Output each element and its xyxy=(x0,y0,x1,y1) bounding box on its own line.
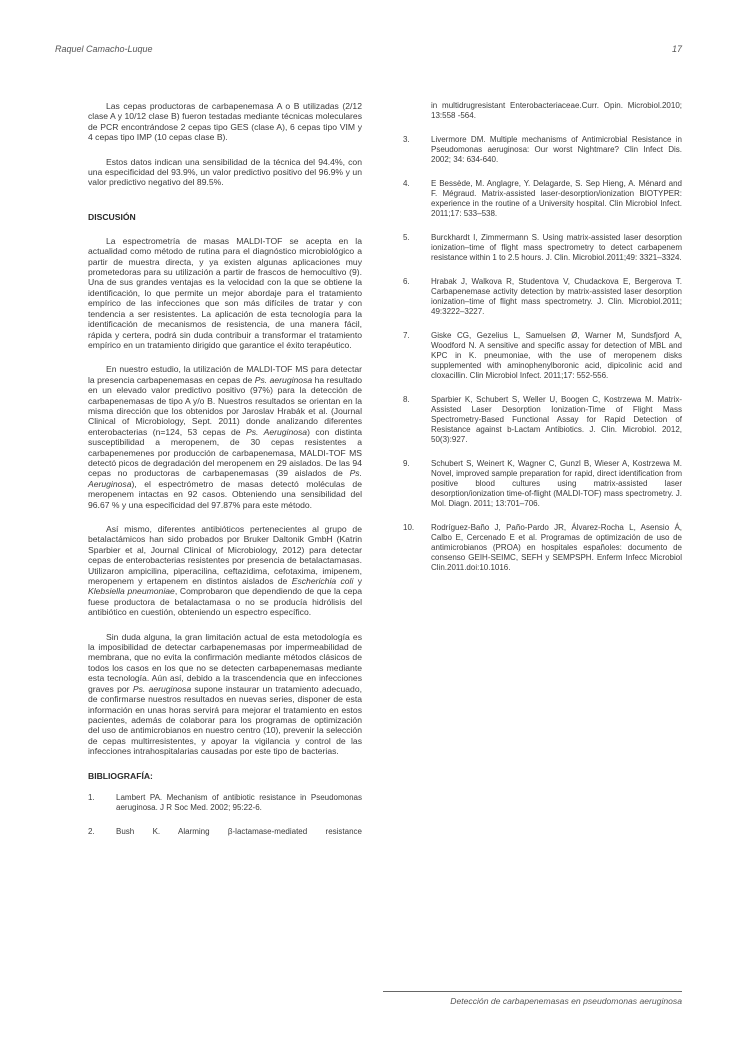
reference-item xyxy=(403,135,682,165)
reference-number: 4. xyxy=(403,179,410,188)
reference-number-spacer xyxy=(403,101,431,121)
reference-text: in multidrugresistant Enterobacteriaceae.Curr. Opin. Microbiol.2010; 13:558 -564. xyxy=(431,101,682,120)
left-column xyxy=(88,101,362,851)
reference-text: Hrabak J, Walkova R, Studentova V, Chudackova E, Bergerova T. Carbapenemase activity detection by matrix-assisted laser desorption ionization–time of flight mass spectrometry. J. Clin. Microbiol.2011; 49:3222–3227. xyxy=(431,277,682,316)
reference-item xyxy=(88,793,362,813)
page-number: 17 xyxy=(671,44,682,54)
reference-item xyxy=(403,459,682,509)
reference-text: Burckhardt I, Zimmermann S. Using matrix-assisted laser desorption ionization–time of flight mass spectrometry to detect carbapenem resistance within 1 to 2.5 hours. J. Clin. Microbiol.2011;49: 3321–3324. xyxy=(431,233,682,262)
discussion-paragraph-2: En nuestro estudio, la utilización de MALDI-TOF MS para detectar la presencia carbapenemasas en cepas de Ps. aeruginosa ha resultado en un elevado valor predictivo positivo (97%) para la detección de carbapenemasas de tipo A y/o B. Nuestros resultados se orientan en la misma dirección que los obtenidos por Jaroslav Hrabák et al. (Journal Clinical of Microbiology, Sept. 2011) donde analizando diferentes enterobacterias (n=124, 53 cepas de Ps. Aeruginosa) con distinta susceptibilidad a meropenem, de 30 cepas resistentes a carbapenemenes por producción de carbapenemasa, MALDI-TOF MS detectó picos de degradación del meropenem en 29 aislados. De las 94 cepas no productoras de carbapenemasas (39 aislados de Ps. Aeruginosa), el espectrómetro de masas detectó moléculas de meropenem intactas en 92 casos. Obteniendo una sensibilidad del 96.67 % y una especificidad del 97.87% para este método. xyxy=(88,364,363,510)
reference-number: 10. xyxy=(403,523,415,532)
reference-item xyxy=(403,233,682,263)
reference-item xyxy=(403,179,682,219)
reference-item xyxy=(403,277,682,317)
right-column xyxy=(403,101,682,587)
reference-number: 6. xyxy=(403,277,410,286)
reference-number: 2. xyxy=(88,826,95,836)
reference-text: Sparbier K, Schubert S, Weller U, Boogen C, Kostrzewa M. Matrix-Assisted Laser Desorption Ionization-Time of Flight Mass Spectrometry-Based Functional Assay for Rapid Detection of Resistance against b-Lactam Antibiotics. J. Clin. Microbiol. 2012, 50(3):927. xyxy=(431,395,682,444)
reference-text: E Bessède, M. Anglagre, Y. Delagarde, S. Sep Hieng, A. Ménard and F. Mégraud. Matrix-assisted laser-desorption/ionization BIOTYPER: experience in the routine of a University hospital. Clin Microbiol Infect. 2011;17: 533–538. xyxy=(431,179,682,218)
results-paragraph-2: Estos datos indican una sensibilidad de la técnica del 94.4%, con una especificidad del 93.9%, un valor predictivo positivo del 96.9% y un valor predictivo negativo del 89.5%. xyxy=(88,156,362,188)
discussion-paragraph-4: Sin duda alguna, la gran limitación actual de esta metodología es la imposibilidad de detectar carbapenemasas por impermeabilidad de membrana, que no evita la confirmación mediante métodos clásicos de todos los casos en los que no se detecten carbapenemasas mediante esta tecnología. Aún así, debido a la trascendencia que en infecciones graves por Ps. aeruginosa supone instaurar un tratamiento adecuado, de confirmarse nuestros resultados en nuevas series, disponer de esta información en unas horas servirá para mejorar el tratamiento en estos pacientes, además de colaborar para los programas de optimización del uso de antimicrobianos en nuestro centro (10), prevenir la selección de cepas multirresistentes, y apoyar la vigilancia y control de las infecciones intrahospitalarias causadas por este tipo de bacterias. xyxy=(88,631,362,757)
results-paragraph-1: Las cepas productoras de carbapenemasa A o B utilizadas (2/12 clase A y 10/12 clase B) fueron testadas mediante técnicas moleculares de PCR encontrándose 2 cepas tipo GES (clase A), 6 cepas tipo VIM y 4 cepas tipo IMP (10 cepas clase B). xyxy=(88,101,362,143)
reference-text: Schubert S, Weinert K, Wagner C, Gunzl B, Wieser A, Kostrzewa M. Novel, improved sample preparation for rapid, direct identification from positive blood cultures using matrix-assisted laser desorption/ionization time-of-flight (MALDI-TOF) mass spectrometry. J. Mol. Diagn. 2011; 13:701–706. xyxy=(431,459,682,508)
bibliography-title: BIBLIOGRAFÍA: xyxy=(88,770,153,781)
running-header-author: Raquel Camacho-Luque xyxy=(55,44,153,54)
reference-continuation xyxy=(403,101,682,121)
reference-item xyxy=(403,331,682,381)
reference-item xyxy=(403,395,682,445)
running-footer-title: Detección de carbapenemasas en pseudomonas aeruginosa xyxy=(450,996,682,1006)
reference-number: 7. xyxy=(403,331,410,340)
reference-number: 5. xyxy=(403,233,410,242)
reference-number: 3. xyxy=(403,135,410,144)
reference-number: 8. xyxy=(403,395,410,404)
reference-number: 1. xyxy=(88,792,95,802)
reference-text: Giske CG, Gezelius L, Samuelsen Ø, Warner M, Sundsfjord A, Woodford N. A sensitive and specific assay for detection of MBL and KPC in K. pneumoniae, with the use of meropenem disks supplemented with aminophenylboronic acid, dipicolinic acid and cloxacillin. Clin Microbiol Infect. 2011;17: 552-556. xyxy=(431,331,682,380)
reference-item xyxy=(88,827,362,837)
reference-text: Livermore DM. Multiple mechanisms of Antimicrobial Resistance in Pseudomonas aeruginosa: Our worst Nightmare? Clin Infect Dis. 2002; 34: 634-640. xyxy=(431,135,682,164)
discussion-paragraph-3: Así mismo, diferentes antibióticos pertenecientes al grupo de betalactámicos han sido probados por Bruker Daltonik GmbH (Katrin Sparbier et al, Journal Clinical of Microbiology, 2012) para detectar cepas de enterobacterias resistentes por presencia de betalactamasas. Utilizaron ampicilina, piperacilina, ceftazidima, cefotaxima, imipenem, meropenem y ertapenem en distintos aislados de Escherichia coli y Klebsiella pneumoniae, Comprobaron que dependiendo de que la cepa fuese productora de betalactamasa o no se producía hidrólisis del antibiótico en cuestión, obteniendo un espectro específico. xyxy=(88,524,363,618)
reference-text: Rodríguez-Baño J, Paño-Pardo JR, Álvarez-Rocha L, Asensio Á, Calbo E, Cercenado E et al. Programas de optimización de uso de antimicrobianos (PROA) en hospitales españoles: documento de consenso GEIH-SEIMC, SEFH y SEMPSPH. Enferm Infecc Microbiol Clin.2011.doi:10.1016. xyxy=(431,523,682,572)
reference-item xyxy=(403,523,682,573)
discussion-paragraph-1: La espectrometría de masas MALDI-TOF se acepta en la actualidad como método de rutina para el diagnóstico microbiológico a partir de muestra directa, y ya existen algunas aplicaciones muy prometedoras para su utilización a partir de frascos de hemocultivo (9). Una de sus grandes ventajas es la velocidad con la que se obtiene la identificación, lo que permite un mejor abordaje para el tratamiento empírico de las infecciones que son más difíciles de tratar y con tendencia a ser resistentes. La aplicación de esta tecnología para la identificación de mecanismos de resistencia, de una manera fácil, rápida y certera, podrá sin duda contribuir a transformar el tratamiento empírico en un tratamiento dirigido que garantice el éxito terapéutico. xyxy=(88,235,362,350)
reference-number: 9. xyxy=(403,459,410,468)
reference-text: Lambert PA. Mechanism of antibiotic resistance in Pseudomonas aeruginosa. J R Soc Med. 2002; 95:22-6. xyxy=(116,792,362,812)
reference-text: Bush K. Alarming β-lactamase-mediated resistance xyxy=(116,826,362,836)
section-title-discusion: DISCUSIÓN xyxy=(88,211,136,222)
footer-divider xyxy=(383,991,682,992)
